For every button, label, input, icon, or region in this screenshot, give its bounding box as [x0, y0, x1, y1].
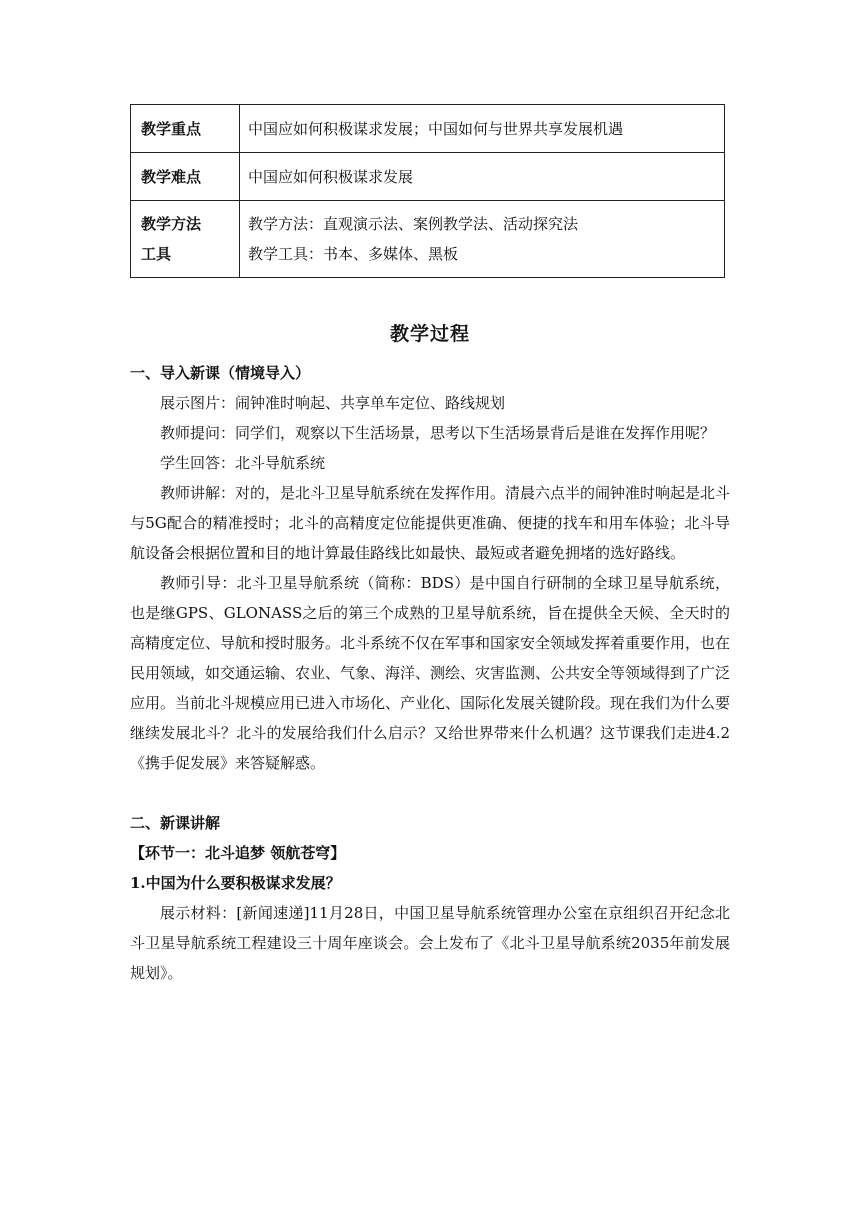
table-value-methods	[240, 201, 725, 278]
table-label-line: 工具	[141, 245, 172, 263]
section-heading-intro: 一、导入新课（情境导入）	[130, 364, 311, 382]
table-label-line: 教学方法	[141, 215, 202, 233]
page-title: 教学过程	[389, 323, 470, 345]
paragraph-teacher-guide: 教师引导：北斗卫星导航系统（简称：BDS）是中国自行研制的全球卫星导航系统，也是继GPS、GLONASS之后的第三个成熟的卫星导航系统，旨在提供全天候、全天时的高精度定位、导航和授时服务。北斗系统不仅在军事和国家安全领域发挥着重要作用，也在民用领域，如交通运输、农业、气象、海洋、测绘、灾害监测、公共安全等领域得到了广泛应用。当前北斗规模应用已进入市场化、产业化、国际化发展关键阶段。现在我们为什么要继续发展北斗？北斗的发展给我们什么启示？又给世界带来什么机遇？这节课我们走进4.2《携手促发展》来答疑解惑。	[130, 574, 731, 772]
table-value-difficulty	[240, 153, 725, 201]
lesson-info-table	[130, 104, 725, 278]
section-heading-new-lesson: 二、新课讲解	[130, 814, 221, 832]
paragraph-show-images: 展示图片：闹钟准时响起、共享单车定位、路线规划	[160, 394, 506, 412]
table-row	[131, 105, 725, 153]
table-value-focus	[240, 105, 725, 153]
paragraph-student-answer: 学生回答：北斗导航系统	[160, 454, 326, 472]
link-heading: 【环节一：北斗追梦 领航苍穹】	[130, 844, 346, 862]
table-row	[131, 201, 725, 278]
table-label-methods	[131, 201, 240, 278]
table-value-line: 教学方法：直观演示法、案例教学法、活动探究法	[248, 215, 579, 233]
table-row	[131, 153, 725, 201]
spacer	[130, 778, 730, 808]
table-label-focus: 教学重点	[131, 105, 240, 153]
paragraph-material: 展示材料：[新闻速递]11月28日，中国卫星导航系统管理办公室在京组织召开纪念北斗卫星导航系统工程建设三十周年座谈会。会上发布了《北斗卫星导航系统2035年前发展规划》。	[130, 904, 730, 982]
lesson-content	[130, 358, 730, 988]
table-value-line: 教学工具：书本、多媒体、黑板	[248, 245, 459, 263]
table-value-line: 中国应如何积极谋求发展；中国如何与世界共享发展机遇	[248, 119, 624, 138]
table-value-line: 中国应如何积极谋求发展	[248, 167, 414, 186]
paragraph-teacher-explain: 教师讲解：对的，是北斗卫星导航系统在发挥作用。清晨六点半的闹钟准时响起是北斗与5G配合的精准授时；北斗的高精度定位能提供更准确、便捷的找车和用车体验；北斗导航设备会根据位置和目的地计算最佳路线比如最快、最短或者避免拥堵的选好路线。	[130, 484, 731, 562]
paragraph-teacher-question: 教师提问：同学们，观察以下生活场景，思考以下生活场景背后是谁在发挥作用呢？	[160, 424, 716, 442]
table-label-difficulty: 教学难点	[131, 153, 240, 201]
question-heading: 1.中国为什么要积极谋求发展？	[130, 874, 341, 892]
